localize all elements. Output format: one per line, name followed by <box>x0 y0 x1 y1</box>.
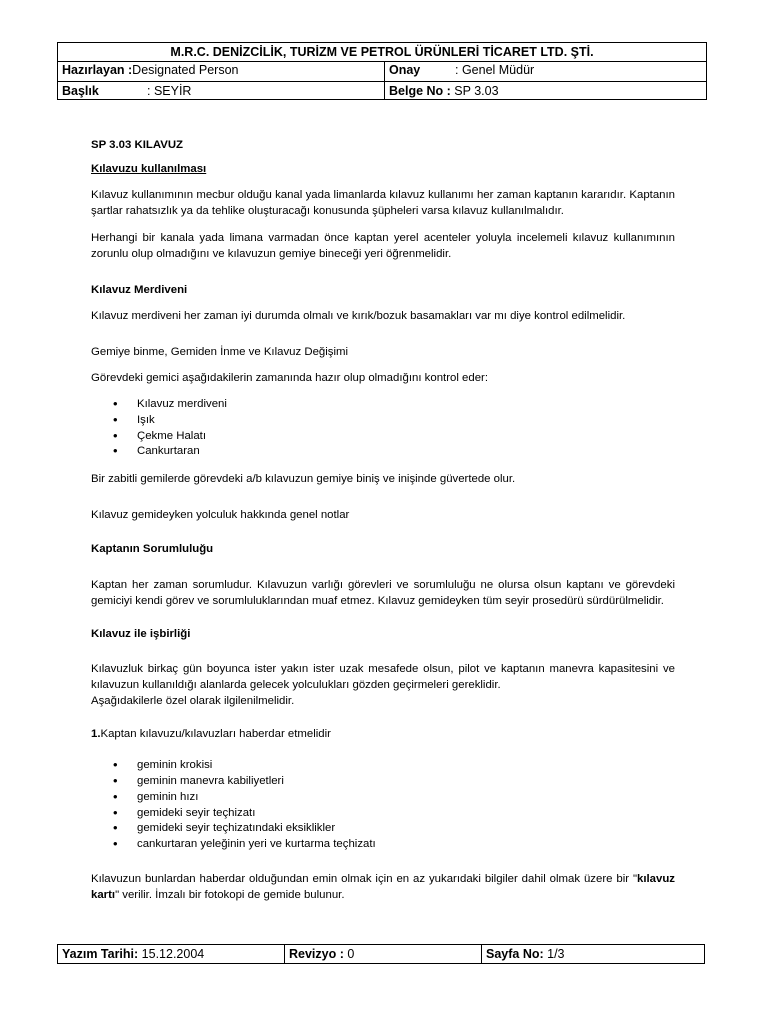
list-item: • geminin hızı <box>91 790 675 806</box>
paragraph: Aşağıdakilerle özel olarak ilgilenilmelidir. <box>91 695 295 708</box>
list-item: • Işık <box>91 413 675 429</box>
numbered-item <box>91 726 675 742</box>
approval-cell <box>385 62 707 82</box>
section-heading-kilavuz-kullanimi: Kılavuzu kullanılması <box>91 163 207 175</box>
list-item: • gemideki seyir teçhizatındaki eksiklikler <box>91 821 675 837</box>
list-item: • geminin krokisi <box>91 758 675 774</box>
list-item: • geminin manevra kabiliyetleri <box>91 774 675 790</box>
company-name: M.R.C. DENİZCİLİK, TURİZM VE PETROL ÜRÜNLERİ TİCARET LTD. ŞTİ. <box>58 43 707 62</box>
paragraph: Bir zabitli gemilerde görevdeki a/b kılavuzun gemiye biniş ve inişinde güvertede olur. <box>91 473 516 486</box>
doc-no-value: SP 3.03 <box>450 83 499 98</box>
paragraph: Kılavuz kullanımının mecbur olduğu kanal yada limanlarda kılavuz kullanımı her zaman kaptanın kararıdır. Kaptanın şartlar rahatsızlık ya da tehlike oluşturacağı konusunda şüpheleri varsa kılavuz kullanılmalıdır. <box>91 189 675 217</box>
text-run: Kılavuzun bunlardan haberdar olduğundan emin olmak için en az yukarıdaki bilgiler dahil olmak üzere bir " <box>91 872 637 885</box>
prepared-by-cell <box>58 62 385 82</box>
section-heading-gemiye-binme: Gemiye binme, Gemiden İnme ve Kılavuz Değişimi <box>91 346 349 358</box>
list-item: • cankurtaran yeleğinin yeri ve kurtarma teçhizatı <box>91 837 675 853</box>
revision-cell <box>285 945 482 964</box>
date-label: Yazım Tarihi: <box>62 947 139 961</box>
title-cell <box>58 82 385 100</box>
revision-label: Revizyo : <box>289 947 344 961</box>
paragraph: Kılavuzluk birkaç gün boyunca ister yakın ister uzak mesafede olsun, pilot ve kaptanın manevra kapasitesini ve kılavuzun kullanıldığı alanlarda gelecek yolculukları gözden geçirmeleri gereklidir. <box>91 663 675 692</box>
section-heading-kilavuz-merdiveni: Kılavuz Merdiveni <box>91 284 188 296</box>
paragraph: Kılavuz merdiveni her zaman iyi durumda olmalı ve kırık/bozuk basamakları var mı diye kontrol edilmelidir. <box>91 310 626 322</box>
prepared-by-value: Designated Person <box>132 63 239 77</box>
title-label: Başlık <box>62 83 99 98</box>
item-number: 1. <box>91 728 101 741</box>
date-value: 15.12.2004 <box>138 947 205 961</box>
list-item: • Cankurtaran <box>91 444 675 460</box>
paragraph: Görevdeki gemici aşağıdakilerin zamanında hazır olup olmadığını kontrol eder: <box>91 372 488 384</box>
revision-value: 0 <box>343 947 355 961</box>
page-value: 1/3 <box>543 947 565 961</box>
paragraph: Herhangi bir kanala yada limana varmadan önce kaptan yerel acenteler yoluyla incelemeli kılavuz kullanımının zorunlu olup olmadığını ve kılavuzun gemiye bineceği yeri öğrenmelidir. <box>91 232 675 260</box>
doc-no-label: Belge No : <box>389 83 451 98</box>
doc-heading: SP 3.03 KILAVUZ <box>91 139 183 151</box>
document-footer-table <box>57 944 705 964</box>
paragraph <box>91 871 675 903</box>
doc-no-cell <box>385 82 707 100</box>
approval-label: Onay <box>389 63 421 77</box>
title-value: : SEYİR <box>147 83 192 98</box>
bold-term: kılavuz kartı <box>91 872 675 901</box>
date-cell <box>58 945 285 964</box>
page-label: Sayfa No: <box>486 947 544 961</box>
section-heading-kilavuz-ile-isbirligi: Kılavuz ile işbirliği <box>91 628 191 641</box>
paragraph: Kaptan her zaman sorumludur. Kılavuzun varlığı görevleri ve sorumluluğu ne olursa olsun kaptanı ve görevdeki gemiciyi kendi görev ve sorumluluklarından muaf etmez. Kılavuz gemideyken tüm seyir prosedürü sürdürülmelidir. <box>91 579 675 608</box>
section-heading-genel-notlar: Kılavuz gemideyken yolculuk hakkında genel notlar <box>91 509 350 522</box>
list-item: • Çekme Halatı <box>91 429 675 445</box>
section-heading-kaptanin-sorumlulugu: Kaptanın Sorumluluğu <box>91 543 214 556</box>
approval-value: : Genel Müdür <box>455 63 535 77</box>
bullet-list <box>91 397 675 460</box>
document-body <box>91 137 675 903</box>
document-header-table <box>57 42 707 100</box>
text-run: " verilir. İmzalı bir fotokopi de gemide bulunur. <box>115 888 345 901</box>
prepared-by-label: Hazırlayan : <box>62 63 133 77</box>
bullet-list <box>91 758 675 853</box>
item-text: Kaptan kılavuzu/kılavuzları haberdar etmelidir <box>100 728 331 741</box>
list-item: • gemideki seyir teçhizatı <box>91 806 675 822</box>
page-cell <box>482 945 705 964</box>
list-item: • Kılavuz merdiveni <box>91 397 675 413</box>
